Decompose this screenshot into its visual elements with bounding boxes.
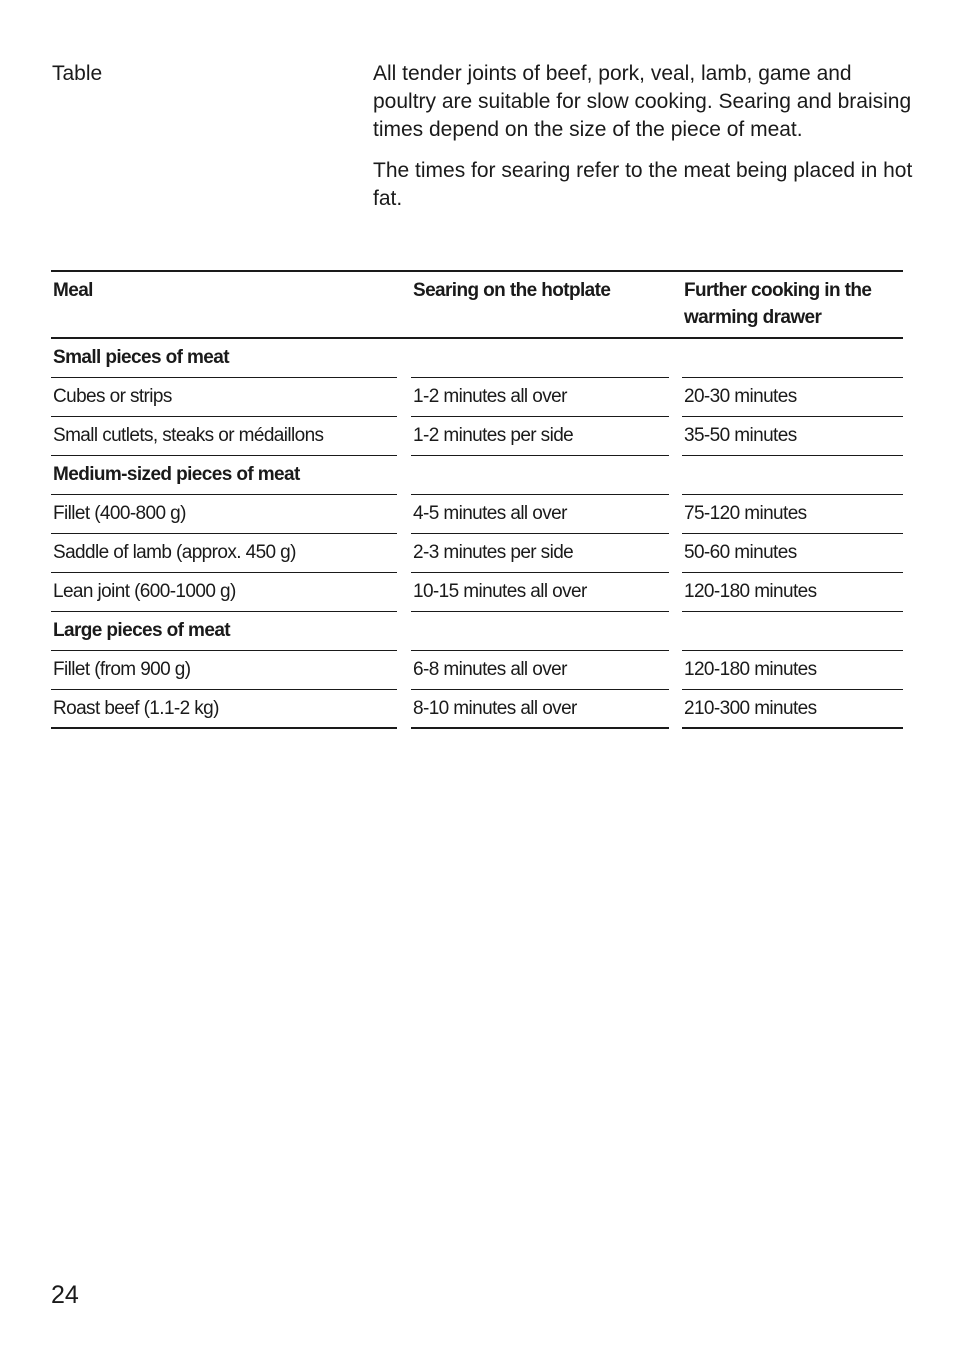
further-cooking-cell xyxy=(682,417,903,456)
cell-text: Medium-sized pieces of meat xyxy=(53,464,300,485)
further-cooking-cell xyxy=(682,651,903,690)
meal-cell xyxy=(51,573,397,612)
further-cooking-cell xyxy=(682,456,903,495)
further-cooking-cell xyxy=(682,690,903,729)
meal-cell xyxy=(51,339,397,378)
cell-text: Small pieces of meat xyxy=(53,347,229,368)
meal-cell xyxy=(51,534,397,573)
intro-text xyxy=(373,60,913,226)
meal-cell xyxy=(51,690,397,729)
cell-text: Saddle of lamb (approx. 450 g) xyxy=(53,542,296,563)
header-searing: Searing on the hotplate xyxy=(413,280,611,301)
cell-text: Cubes or strips xyxy=(53,386,172,407)
cell-text: 1-2 minutes per side xyxy=(413,425,574,446)
cell-text: 1-2 minutes all over xyxy=(413,386,567,407)
cell-text: Lean joint (600-1000 g) xyxy=(53,581,236,602)
header-meal: Meal xyxy=(53,280,93,301)
table-row xyxy=(51,690,903,729)
cell-text: Fillet (400-800 g) xyxy=(53,503,186,524)
further-cooking-cell xyxy=(682,612,903,651)
searing-cell xyxy=(411,378,669,417)
further-cooking-cell xyxy=(682,378,903,417)
searing-cell xyxy=(411,573,669,612)
cell-text: 120-180 minutes xyxy=(684,659,817,680)
cell-text: 120-180 minutes xyxy=(684,581,817,602)
further-cooking-cell xyxy=(682,339,903,378)
table-header xyxy=(51,272,903,339)
cell-text: 10-15 minutes all over xyxy=(413,581,587,602)
cell-text: 75-120 minutes xyxy=(684,503,807,524)
searing-cell xyxy=(411,339,669,378)
cell-text: 210-300 minutes xyxy=(684,698,817,719)
table-row xyxy=(51,534,903,573)
cell-text: 50-60 minutes xyxy=(684,542,797,563)
meal-cell xyxy=(51,378,397,417)
searing-cell xyxy=(411,534,669,573)
meal-cell xyxy=(51,456,397,495)
searing-cell xyxy=(411,417,669,456)
table-row xyxy=(51,378,903,417)
searing-cell xyxy=(411,612,669,651)
cell-text: Small cutlets, steaks or médaillons xyxy=(53,425,324,446)
meal-cell xyxy=(51,417,397,456)
table-row xyxy=(51,417,903,456)
further-cooking-cell xyxy=(682,495,903,534)
table-category-row xyxy=(51,339,903,378)
searing-cell xyxy=(411,651,669,690)
cell-text: 2-3 minutes per side xyxy=(413,542,574,563)
cell-text: 4-5 minutes all over xyxy=(413,503,567,524)
table-category-row xyxy=(51,456,903,495)
searing-cell xyxy=(411,495,669,534)
cell-text: 20-30 minutes xyxy=(684,386,797,407)
cell-text: Fillet (from 900 g) xyxy=(53,659,191,680)
intro-paragraph: All tender joints of beef, pork, veal, lamb, game and poultry are suitable for slow cooking. Searing and braising times depend on the size of the piece of meat. xyxy=(373,62,912,141)
meal-cell xyxy=(51,612,397,651)
cooking-times-table xyxy=(51,270,903,729)
table-row xyxy=(51,573,903,612)
cell-text: Large pieces of meat xyxy=(53,620,231,641)
searing-cell xyxy=(411,456,669,495)
cell-text: 6-8 minutes all over xyxy=(413,659,567,680)
cell-text: 35-50 minutes xyxy=(684,425,797,446)
section-label: Table xyxy=(52,62,103,85)
table-row xyxy=(51,495,903,534)
further-cooking-cell xyxy=(682,573,903,612)
table-body xyxy=(51,339,903,729)
meal-cell xyxy=(51,495,397,534)
page-number: 24 xyxy=(51,1281,79,1309)
header-further-cooking: Further cooking in the warming drawer xyxy=(684,280,872,328)
further-cooking-cell xyxy=(682,534,903,573)
table-row xyxy=(51,651,903,690)
searing-cell xyxy=(411,690,669,729)
cell-text: 8-10 minutes all over xyxy=(413,698,577,719)
intro-paragraph: The times for searing refer to the meat being placed in hot fat. xyxy=(373,159,913,210)
meal-cell xyxy=(51,651,397,690)
table-category-row xyxy=(51,612,903,651)
cell-text: Roast beef (1.1-2 kg) xyxy=(53,698,219,719)
